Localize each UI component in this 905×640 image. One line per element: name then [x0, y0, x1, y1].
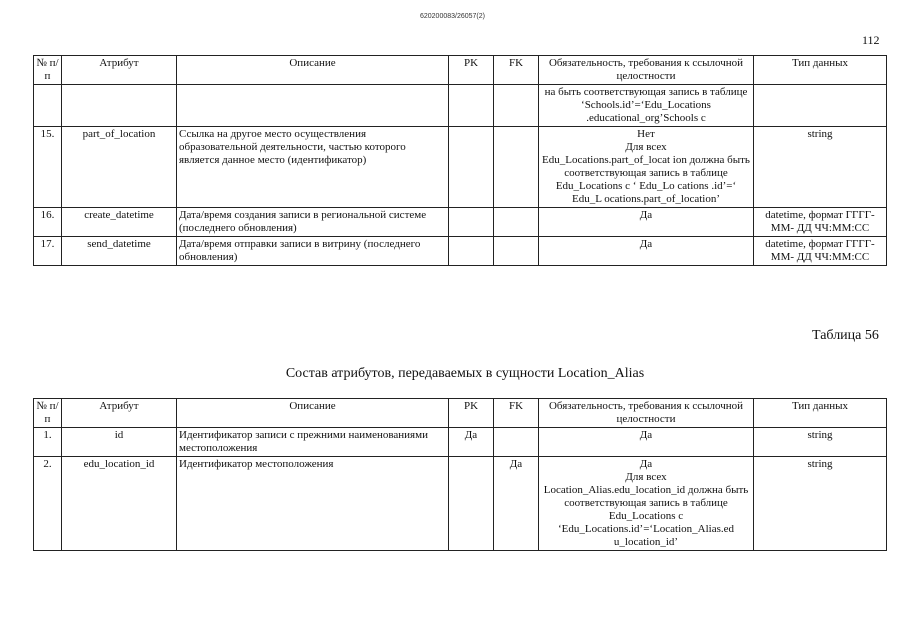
cell-number: 15. [34, 127, 62, 208]
cell-data-type: datetime, формат ГГГГ-ММ- ДД ЧЧ:ММ:СС [754, 237, 887, 266]
cell-data-type [754, 85, 887, 127]
table1-body [34, 85, 887, 266]
cell-number: 2. [34, 457, 62, 551]
cell-fk [494, 237, 539, 266]
cell-pk [449, 127, 494, 208]
cell-pk: Да [449, 428, 494, 457]
cell-requirements: Нет Для всех Edu_Locations.part_of_locat ion должна быть соответствующая запись в таблице Edu_Locations с ‘ Edu_Lo cations .id’=‘ Edu_L ocations.part_of_location’ [539, 127, 754, 208]
table-row [34, 208, 887, 237]
cell-description: Ссылка на другое место осуществления образовательной деятельности, частью которого является данное место (идентификатор) [177, 127, 449, 208]
cell-description: Идентификатор записи с прежними наименованиями местоположения [177, 428, 449, 457]
cell-requirements: на быть соответствующая запись в таблице ‘Schools.id’=‘Edu_Locations .educational_org’Schools с [539, 85, 754, 127]
table-title: Состав атрибутов, передаваемых в сущности Location_Alias [285, 366, 645, 381]
cell-fk [494, 127, 539, 208]
header-description: Описание [177, 399, 449, 428]
cell-description: Идентификатор местоположения [177, 457, 449, 551]
header-requirements: Обязательность, требования к ссылочной целостности [539, 399, 754, 428]
table-label: Таблица 56 [812, 328, 879, 343]
cell-requirements: Да Для всех Location_Alias.edu_location_id должна быть соответствующая запись в таблице Edu_Locations с ‘Edu_Locations.id’=‘Location_Alias.ed u_location_id’ [539, 457, 754, 551]
cell-attribute: part_of_location [62, 127, 177, 208]
cell-fk [494, 428, 539, 457]
cell-description [177, 85, 449, 127]
cell-requirements: Да [539, 428, 754, 457]
cell-attribute: send_datetime [62, 237, 177, 266]
page-number: 112 [862, 33, 880, 47]
header-fk: FK [494, 56, 539, 85]
cell-pk [449, 457, 494, 551]
cell-number: 16. [34, 208, 62, 237]
header-number: № п/п [34, 56, 62, 85]
cell-pk [449, 237, 494, 266]
cell-fk [494, 85, 539, 127]
attributes-table-continued [33, 55, 887, 266]
cell-number: 1. [34, 428, 62, 457]
cell-pk [449, 208, 494, 237]
cell-requirements: Да [539, 237, 754, 266]
document-id: 620200083/26057(2) [419, 13, 485, 20]
header-data-type: Тип данных [754, 56, 887, 85]
cell-attribute: id [62, 428, 177, 457]
header-data-type: Тип данных [754, 399, 887, 428]
header-requirements: Обязательность, требования к ссылочной целостности [539, 56, 754, 85]
header-description: Описание [177, 56, 449, 85]
cell-number [34, 85, 62, 127]
cell-fk: Да [494, 457, 539, 551]
cell-attribute: edu_location_id [62, 457, 177, 551]
table-row [34, 428, 887, 457]
location-alias-attributes-table [33, 398, 887, 551]
table1-header [34, 56, 887, 85]
header-fk: FK [494, 399, 539, 428]
cell-pk [449, 85, 494, 127]
header-number: № п/п [34, 399, 62, 428]
header-attribute: Атрибут [62, 399, 177, 428]
table2-body [34, 428, 887, 551]
cell-attribute [62, 85, 177, 127]
cell-data-type: datetime, формат ГГГГ-ММ- ДД ЧЧ:ММ:СС [754, 208, 887, 237]
table-row [34, 127, 887, 208]
cell-number: 17. [34, 237, 62, 266]
cell-description: Дата/время отправки записи в витрину (последнего обновления) [177, 237, 449, 266]
header-pk: PK [449, 56, 494, 85]
cell-attribute: create_datetime [62, 208, 177, 237]
table-row [34, 237, 887, 266]
cell-fk [494, 208, 539, 237]
cell-data-type: string [754, 457, 887, 551]
cell-description: Дата/время создания записи в региональной системе (последнего обновления) [177, 208, 449, 237]
cell-data-type: string [754, 127, 887, 208]
table2-header [34, 399, 887, 428]
cell-requirements: Да [539, 208, 754, 237]
header-pk: PK [449, 399, 494, 428]
header-attribute: Атрибут [62, 56, 177, 85]
table-row [34, 85, 887, 127]
cell-data-type: string [754, 428, 887, 457]
table-row [34, 457, 887, 551]
